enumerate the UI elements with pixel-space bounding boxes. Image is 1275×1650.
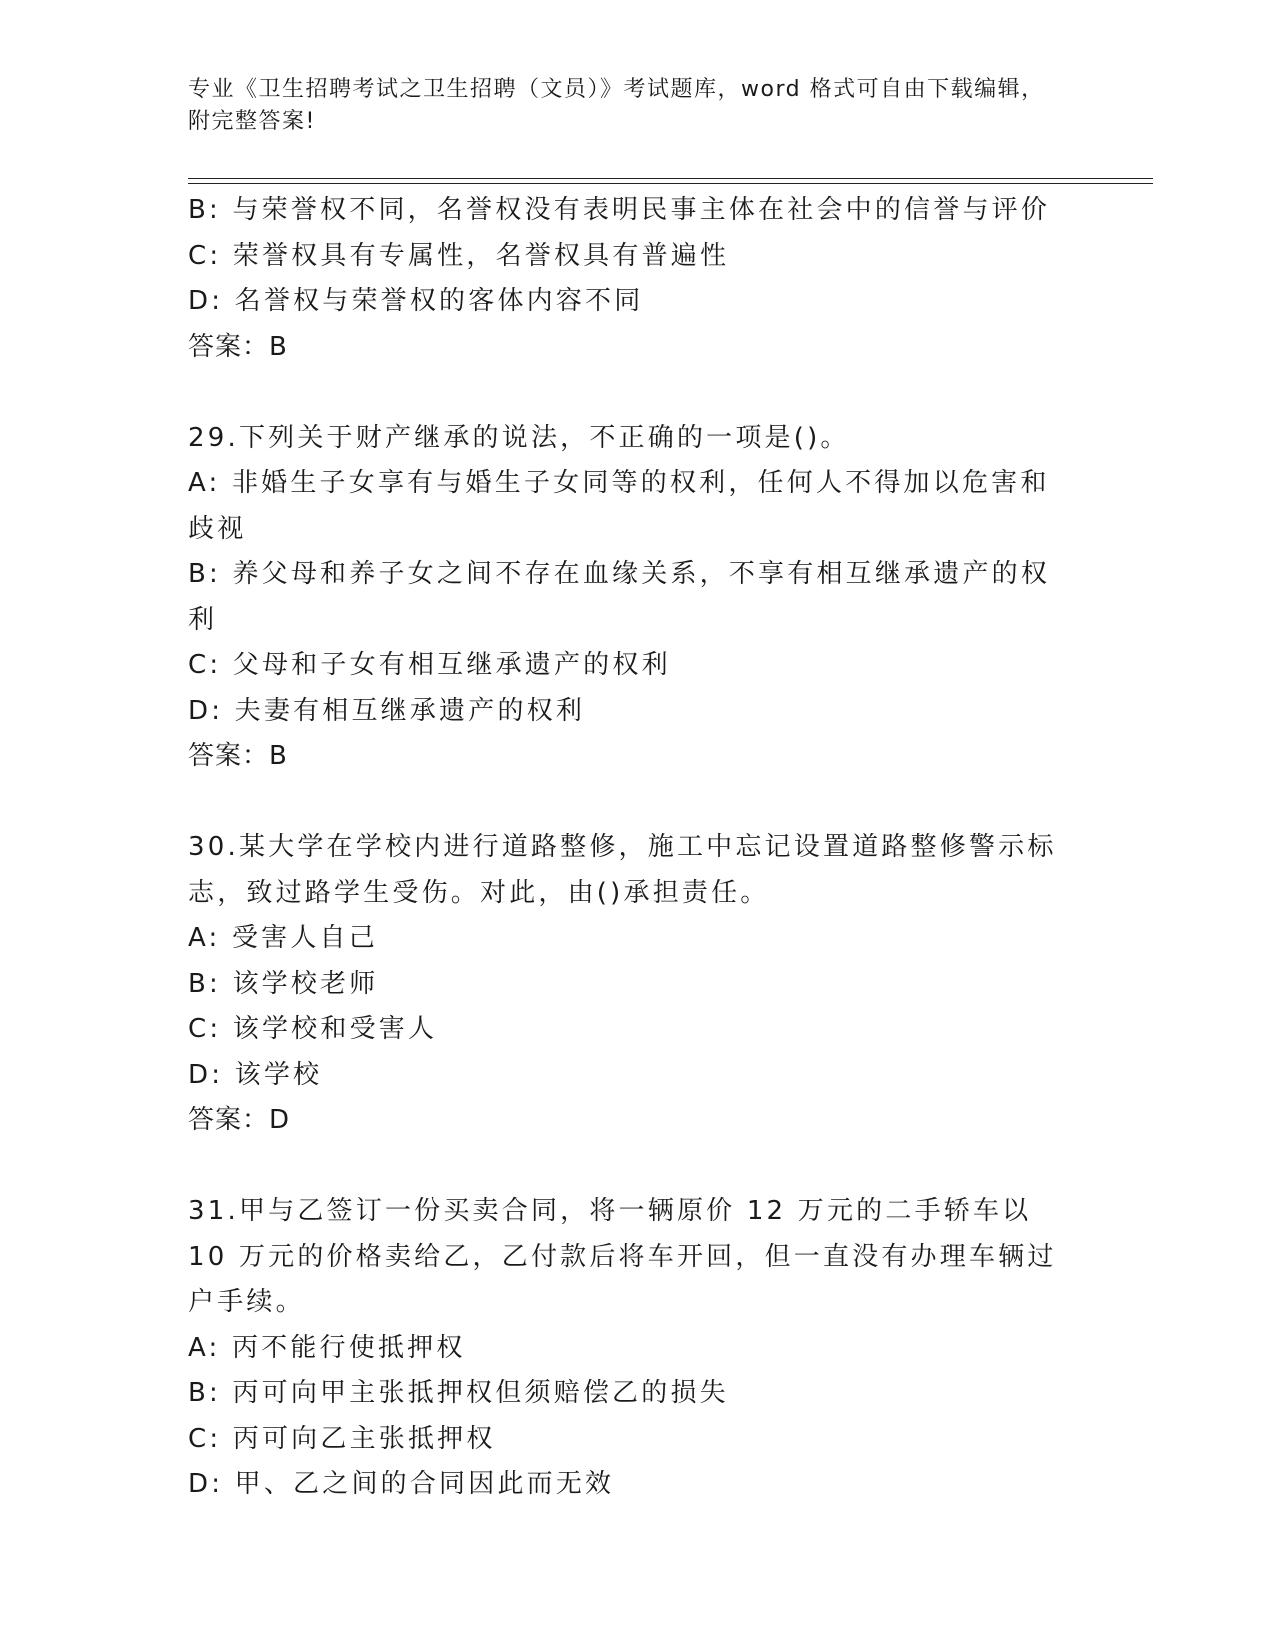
option-c: C: 父母和子女有相互继承遗产的权利: [188, 650, 671, 680]
option-d: D: 该学校: [188, 1059, 323, 1090]
option-a: A: 非婚生子女享有与婚生子女同等的权利，任何人不得加以危害和歧视: [188, 468, 1050, 544]
option-b: B: 该学校老师: [188, 968, 379, 999]
option-d: D: 名誉权与荣誉权的客体内容不同: [188, 286, 644, 316]
option-b: B: 养父母和养子女之间不存在血缘关系，不享有相互继承遗产的权利: [188, 559, 1051, 635]
question-29: [188, 416, 1078, 780]
answer: 答案：B: [188, 741, 288, 771]
option-a: A: 丙不能行使抵押权: [188, 1332, 466, 1363]
question-stem: 31.甲与乙签订一份买卖合同，将一辆原价 12 万元的二手轿车以 10 万元的价格卖给乙，乙付款后将车开回，但一直没有办理车辆过户手续。: [188, 1196, 1057, 1317]
header-rule-bottom: [188, 183, 1153, 184]
document-header: [188, 74, 1068, 138]
option-d: D: 夫妻有相互继承遗产的权利: [188, 695, 586, 726]
answer: 答案：D: [188, 1105, 291, 1135]
question-stem: 29.下列关于财产继承的说法，不正确的一项是()。: [188, 422, 850, 453]
option-b: B: 丙可向甲主张抵押权但须赔偿乙的损失: [188, 1378, 729, 1408]
option-d: D: 甲、乙之间的合同因此而无效: [188, 1469, 615, 1499]
header-title: 专业《卫生招聘考试之卫生招聘（文员）》考试题库，word 格式可自由下载编辑，附完整答案!: [188, 77, 1045, 134]
option-a: A: 受害人自己: [188, 923, 378, 953]
question-31: [188, 1189, 1078, 1508]
option-c: C: 丙可向乙主张抵押权: [188, 1423, 496, 1454]
option-c: C: 该学校和受害人: [188, 1014, 438, 1044]
answer: 答案：B: [188, 331, 288, 362]
option-b: B: 与荣誉权不同，名誉权没有表明民事主体在社会中的信誉与评价: [188, 195, 1051, 225]
question-28-tail: [188, 188, 1078, 370]
question-stem: 30.某大学在学校内进行道路整修，施工中忘记设置道路整修警示标志，致过路学生受伤。对此，由()承担责任。: [188, 832, 1057, 908]
question-list: [188, 188, 1078, 1508]
question-30: [188, 825, 1078, 1144]
option-c: C: 荣誉权具有专属性，名誉权具有普遍性: [188, 240, 730, 271]
header-rule-top: [188, 178, 1153, 179]
